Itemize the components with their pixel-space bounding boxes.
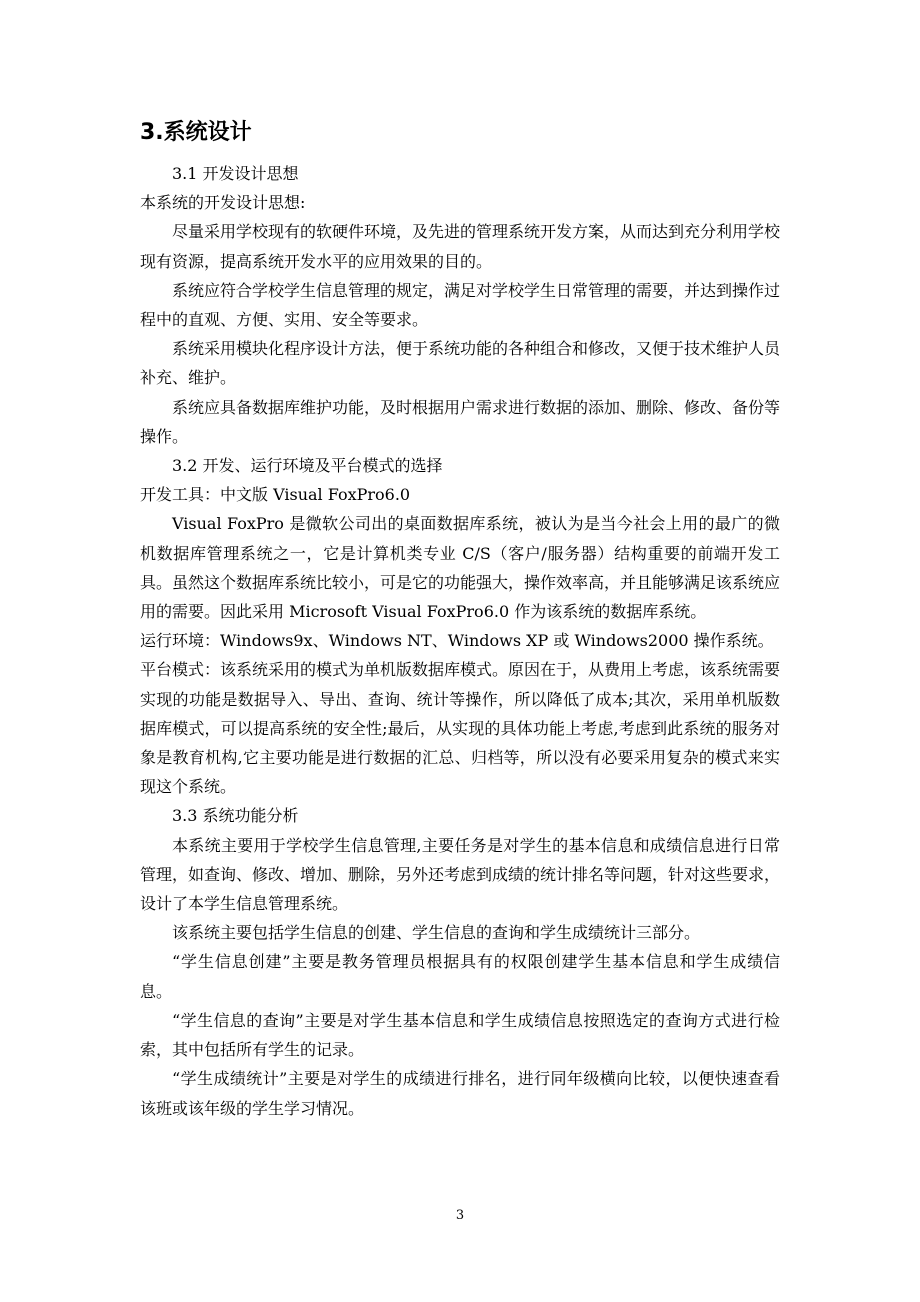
paragraph: 运行环境：Windows9x、Windows NT、Windows XP 或 Windows2000 操作系统。: [140, 631, 774, 651]
paragraph: “学生信息创建”主要是教务管理员根据具有的权限创建学生基本信息和学生成绩信息。: [140, 952, 780, 1001]
subsection-heading: 3.2 开发、运行环境及平台模式的选择: [172, 456, 443, 476]
paragraph: 本系统的开发设计思想:: [140, 193, 306, 213]
paragraph: Visual FoxPro 是微软公司出的桌面数据库系统，被认为是当今社会上用的最广的微机数据库管理系统之一，它是计算机类专业 C/S（客户/服务器）结构重要的前端开发工具。虽然这个数据库系统比较小，可是它的功能强大，操作效率高，并且能够满足该系统应用的需要。因此采用 Microsoft Visual FoxPro6.0 作为该系统的数据库系统。: [140, 514, 781, 622]
subsection-heading: 3.1 开发设计思想: [172, 164, 299, 183]
body-text: [140, 159, 780, 1123]
paragraph: 系统应具备数据库维护功能，及时根据用户需求进行数据的添加、删除、修改、备份等操作。: [140, 397, 781, 446]
document-page: [140, 0, 780, 1302]
paragraph: “学生成绩统计”主要是对学生的成绩进行排名，进行同年级横向比较，以便快速查看该班或该年级的学生学习情况。: [140, 1069, 780, 1118]
paragraph: 该系统主要包括学生信息的创建、学生信息的查询和学生成绩统计三部分。: [172, 923, 701, 943]
paragraph: 尽量采用学校现有的软硬件环境，及先进的管理系统开发方案，从而达到充分利用学校现有资源，提高系统开发水平的应用效果的目的。: [140, 222, 781, 271]
paragraph: 系统应符合学校学生信息管理的规定，满足对学校学生日常管理的需要，并达到操作过程中的直观、方便、实用、安全等要求。: [140, 280, 781, 330]
section-title: 3.系统设计: [140, 120, 252, 145]
paragraph: 系统采用模块化程序设计方法，便于系统功能的各种组合和修改，又便于技术维护人员补充、维护。: [140, 339, 781, 388]
paragraph: 平台模式：该系统采用的模式为单机版数据库模式。原因在于，从费用上考虑，该系统需要实现的功能是数据导入、导出、查询、统计等操作，所以降低了成本;其次，采用单机版数据库模式，可以提高系统的安全性;最后，从实现的具体功能上考虑,考虑到此系统的服务对象是教育机构,它主要功能是进行数据的汇总、归档等，所以没有必要采用复杂的模式来实现这个系统。: [140, 660, 781, 797]
page-number: 3: [455, 1208, 465, 1223]
subsection-heading: 3.3 系统功能分析: [172, 806, 299, 826]
paragraph: “学生信息的查询”主要是对学生基本信息和学生成绩信息按照选定的查询方式进行检索，其中包括所有学生的记录。: [140, 1010, 780, 1060]
paragraph: 开发工具：中文版 Visual FoxPro6.0: [140, 485, 411, 505]
paragraph: 本系统主要用于学校学生信息管理,主要任务是对学生的基本信息和成绩信息进行日常管理，如查询、修改、增加、删除，另外还考虑到成绩的统计排名等问题，针对这些要求，设计了本学生信息管理系统。: [140, 835, 781, 914]
